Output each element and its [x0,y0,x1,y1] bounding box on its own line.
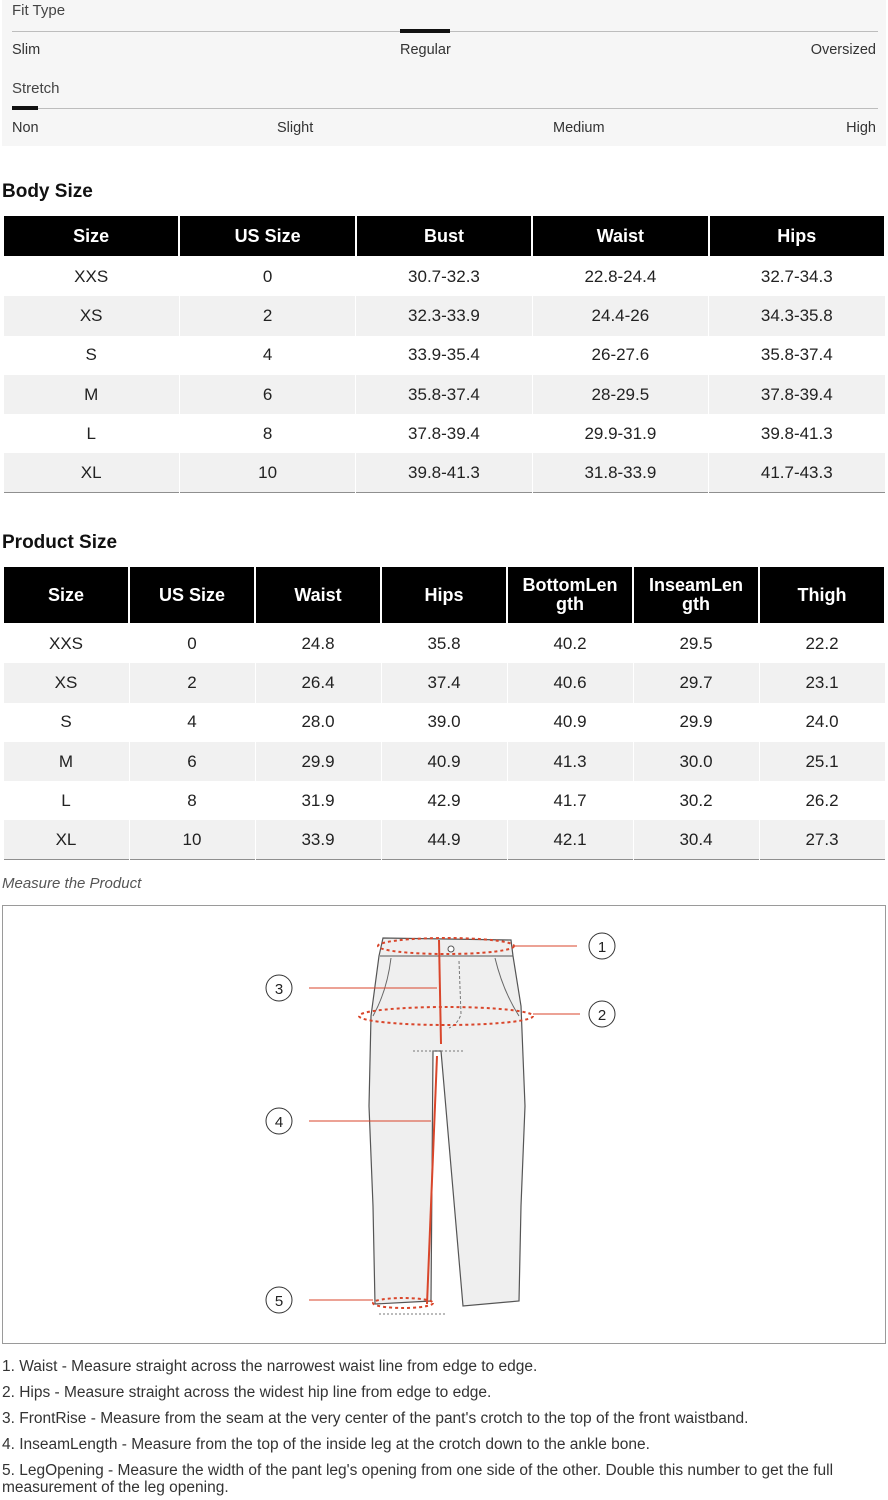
marker-1-label: 1 [597,939,607,956]
table-cell: 26.2 [759,781,885,820]
table-cell: L [3,414,179,453]
table-cell: 39.0 [381,703,507,742]
table-row [3,703,885,742]
table-cell: 42.9 [381,781,507,820]
table-row [3,375,885,414]
note-leg-opening: 5. LegOpening - Measure the width of the pant leg's opening from one side of the other. Double this number to get the full measurement of the leg opening. [2,1462,834,1496]
table-row [3,336,885,375]
fit-option-oversized: Oversized [810,42,876,58]
table-cell: 2 [129,663,255,702]
table-cell: 10 [179,453,355,492]
table-cell: 29.5 [633,624,759,663]
table-cell: 26.4 [255,663,381,702]
body-size-table [2,214,886,493]
fit-option-regular: Regular [400,42,451,58]
table-row [3,296,885,335]
stretch-option-slight: Slight [277,120,314,136]
stretch-track [12,108,878,109]
col-bottom-length: BottomLen gth [507,566,633,624]
table-cell: 27.3 [759,820,885,859]
table-cell: XS [3,663,129,702]
table-row [3,663,885,702]
table-cell: 0 [129,624,255,663]
waist-button [448,946,454,952]
table-cell: 0 [179,257,355,296]
table-cell: 30.0 [633,742,759,781]
table-cell: 40.6 [507,663,633,702]
table-header-row [3,215,885,257]
table-cell: 8 [129,781,255,820]
table-row [3,257,885,296]
body-size-title: Body Size [2,181,93,202]
table-row [3,453,885,492]
table-cell: L [3,781,129,820]
table-cell: 22.2 [759,624,885,663]
table-cell: 31.9 [255,781,381,820]
table-cell: 40.2 [507,624,633,663]
product-size-table [2,565,886,860]
table-cell: 6 [129,742,255,781]
table-cell: 35.8 [381,624,507,663]
table-cell: 37.8-39.4 [356,414,532,453]
table-cell: 29.7 [633,663,759,702]
measurement-notes [2,1358,886,1500]
table-cell: 2 [179,296,355,335]
table-cell: 33.9-35.4 [356,336,532,375]
table-cell: XS [3,296,179,335]
marker-3 [266,975,292,1001]
col-inseam-length: InseamLen gth [633,566,759,624]
table-cell: 41.7 [507,781,633,820]
table-cell: 40.9 [381,742,507,781]
product-size-title: Product Size [2,532,118,553]
table-cell: 35.8-37.4 [356,375,532,414]
table-cell: 33.9 [255,820,381,859]
table-cell: 24.0 [759,703,885,742]
table-cell: 29.9 [255,742,381,781]
table-cell: 40.9 [507,703,633,742]
table-cell: 37.8-39.4 [709,375,885,414]
table-cell: 39.8-41.3 [709,414,885,453]
col-us-size: US Size [129,566,255,624]
table-cell: 24.4-26 [532,296,708,335]
table-cell: 25.1 [759,742,885,781]
table-cell: 41.7-43.3 [709,453,885,492]
table-cell: 23.1 [759,663,885,702]
table-header-row [3,566,885,624]
col-bust: Bust [356,215,532,257]
col-waist: Waist [532,215,708,257]
stretch-label: Stretch [12,80,60,97]
table-cell: 41.3 [507,742,633,781]
table-cell: M [3,375,179,414]
table-row [3,742,885,781]
table-cell: 28-29.5 [532,375,708,414]
pants-outline [369,938,525,1306]
marker-2 [589,1001,615,1027]
table-cell: 32.3-33.9 [356,296,532,335]
stretch-marker [12,106,38,110]
measure-diagram [2,905,886,1344]
table-cell: XL [3,453,179,492]
stretch-option-non: Non [12,120,39,136]
table-cell: XXS [3,624,129,663]
table-cell: 30.7-32.3 [356,257,532,296]
marker-4-label: 4 [274,1114,284,1131]
note-waist: 1. Waist - Measure straight across the narrowest waist line from edge to edge. [2,1358,538,1375]
stretch-option-high: High [846,120,876,136]
table-cell: 37.4 [381,663,507,702]
table-row [3,820,885,859]
col-thigh: Thigh [759,566,885,624]
table-cell: 30.4 [633,820,759,859]
table-row [3,781,885,820]
table-cell: 8 [179,414,355,453]
table-cell: S [3,336,179,375]
table-cell: 4 [179,336,355,375]
table-cell: 4 [129,703,255,742]
table-cell: 34.3-35.8 [709,296,885,335]
measure-caption: Measure the Product [2,875,142,892]
col-hips: Hips [709,215,885,257]
fit-option-slim: Slim [12,42,41,58]
table-cell: 6 [179,375,355,414]
table-cell: XL [3,820,129,859]
table-cell: XXS [3,257,179,296]
table-cell: 35.8-37.4 [709,336,885,375]
table-cell: 26-27.6 [532,336,708,375]
col-waist: Waist [255,566,381,624]
note-front-rise: 3. FrontRise - Measure from the seam at the very center of the pant's crotch to the top of the front waistband. [2,1410,749,1427]
marker-1 [589,933,615,959]
pants-diagram [3,906,887,1345]
stretch-option-medium: Medium [553,120,605,136]
table-cell: 29.9-31.9 [532,414,708,453]
table-cell: 29.9 [633,703,759,742]
fit-type-marker [400,29,450,33]
table-row [3,414,885,453]
table-cell: 10 [129,820,255,859]
table-cell: 28.0 [255,703,381,742]
fit-stretch-panel [2,0,886,146]
table-cell: 22.8-24.4 [532,257,708,296]
table-row [3,624,885,663]
fit-type-label: Fit Type [12,2,66,19]
col-size: Size [3,215,179,257]
table-cell: 39.8-41.3 [356,453,532,492]
col-hips: Hips [381,566,507,624]
table-cell: M [3,742,129,781]
marker-2-label: 2 [597,1007,607,1024]
marker-5-label: 5 [274,1293,284,1310]
marker-4 [266,1108,292,1134]
marker-5 [266,1287,292,1313]
table-cell: 42.1 [507,820,633,859]
table-cell: 32.7-34.3 [709,257,885,296]
marker-3-label: 3 [274,981,284,998]
col-us-size: US Size [179,215,355,257]
table-cell: 44.9 [381,820,507,859]
table-cell: S [3,703,129,742]
table-cell: 30.2 [633,781,759,820]
table-cell: 24.8 [255,624,381,663]
col-size: Size [3,566,129,624]
note-inseam: 4. InseamLength - Measure from the top of the inside leg at the crotch down to the ankle bone. [2,1436,650,1453]
table-cell: 31.8-33.9 [532,453,708,492]
note-hips: 2. Hips - Measure straight across the widest hip line from edge to edge. [2,1384,492,1401]
